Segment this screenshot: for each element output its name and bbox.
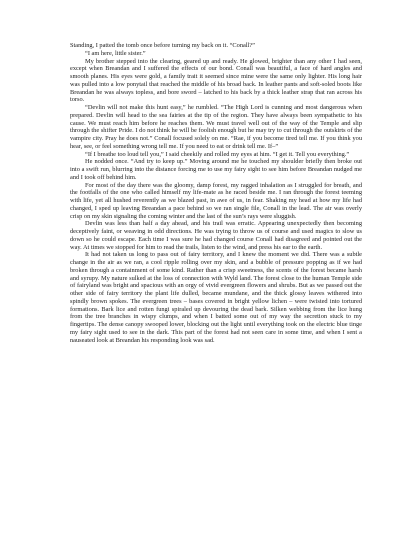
- paragraph: Standing, I patted the tomb once before turning my back on it. “Conall?”: [70, 42, 255, 49]
- paragraph: My brother stepped into the clearing, geared up and ready. He glowed, brighter than any other I had seen, except when Breandan and I suffered the effects of our bond. Conall was beautiful, a face of hard angles and smooth planes. His eyes were gold, a family trait it seemed since mine were the same only lighter. His long hair was pulled into a low ponytail that reached the middle of his broad back. In leather pants and soft-soled boots like Breandan he was always topless, and bore sword – latched to his back by a thick leather strap that ran across his torso.: [70, 57, 362, 104]
- paragraph: He nodded once. “And try to keep up.” Moving around me he touched my shoulder briefly then broke out into a swift run, blurring into the distance forcing me to use my fairy sight to see him before Breandan nudged me and I took off behind him.: [70, 158, 362, 181]
- paragraph: “I am here, little sister.”: [85, 49, 146, 57]
- paragraph: “If I breathe too loud tell you,” I said cheekily and rolled my eyes at him. “I get it. Tell you everything.”: [85, 150, 350, 158]
- paragraph: It had not taken us long to pass out of fairy territory, and I knew the moment we did. There was a subtle change in the air as we ran, a cool ripple rolling over my skin, and a bubble of pressure popping as if we had broken through a containment of some kind. Rather than a crisp sweetness, the scents of the forest became harsh and syrupy. My nature sulked at the loss of connection with Wyld land. The forest close to the human Temple side of fairyland was bright and spacious with an orgy of vivid evergreen flowers and shrubs. But as we passed out the other side of fairy territory the plant life dulled, became mundane, and the thick glossy leaves withered into spindly brown spokes. The evergreen trees – bases covered in bright yellow lichen – were twisted into tortured formations. Bark lice and rotten fungi spiraled up devouring the dead bark. Silken webbing from the lice hung from the tree branches in wispy clumps, and when I batted some out of my way the secretion stuck to my fingertips. The dense canopy swooped lower, blocking out the light until everything took on the electric blue tinge my fairy sight used to see in the dark. This part of the forest had not seen care in some time, and when I sent a nauseated look at Breandan his responding look was sad.: [70, 251, 362, 344]
- paragraph: For most of the day there was the gloomy, damp forest, my ragged inhalation as I struggled for breath, and the footfalls of the one who called himself my life-mate as he raced beside me. I ran through the forest teeming with life, yet all hushed reverently as we blazed past, in awe of us, in fear. Shaking my head at how my life had changed, I sped up leaving Breandan a pace behind so we ran single file, Conall in the lead. The air was overly crisp on my skin signaling the coming winter and the last of the sun’s rays were sluggish.: [70, 181, 362, 220]
- paragraph: “Devlin will not make this hunt easy,” he rumbled. “The High Lord is cunning and most dangerous when prepared. Devlin will head to the sea fairies at the tip of the region. They have always been sympathetic to his cause. We must reach him before he reaches them. We must travel well out of the way of the Temple and slip through the shifter Pride. I do not think he will be foolish enough but he may try to cut through the outskirts of the vampire city. Pray he does not.” Conall focused solely on me. “Rae, if you become tired tell me. If you think you hear, see, or feel something wrong tell me. If you need to eat or drink tell me. If–”: [70, 104, 362, 150]
- paragraph: Devlin was less than half a day ahead, and his trail was erratic. Appearing unexpectedly then becoming deceptively faint, or weaving in odd directions. He was trying to throw us of course and used magics to slow us down so he could escape. Each time I was sure he had changed course Conall had disagreed and pointed out the way. At times we stopped for him to read the trails, listen to the wind, and press his ear to the earth.: [70, 220, 362, 251]
- page-text: [70, 42, 362, 344]
